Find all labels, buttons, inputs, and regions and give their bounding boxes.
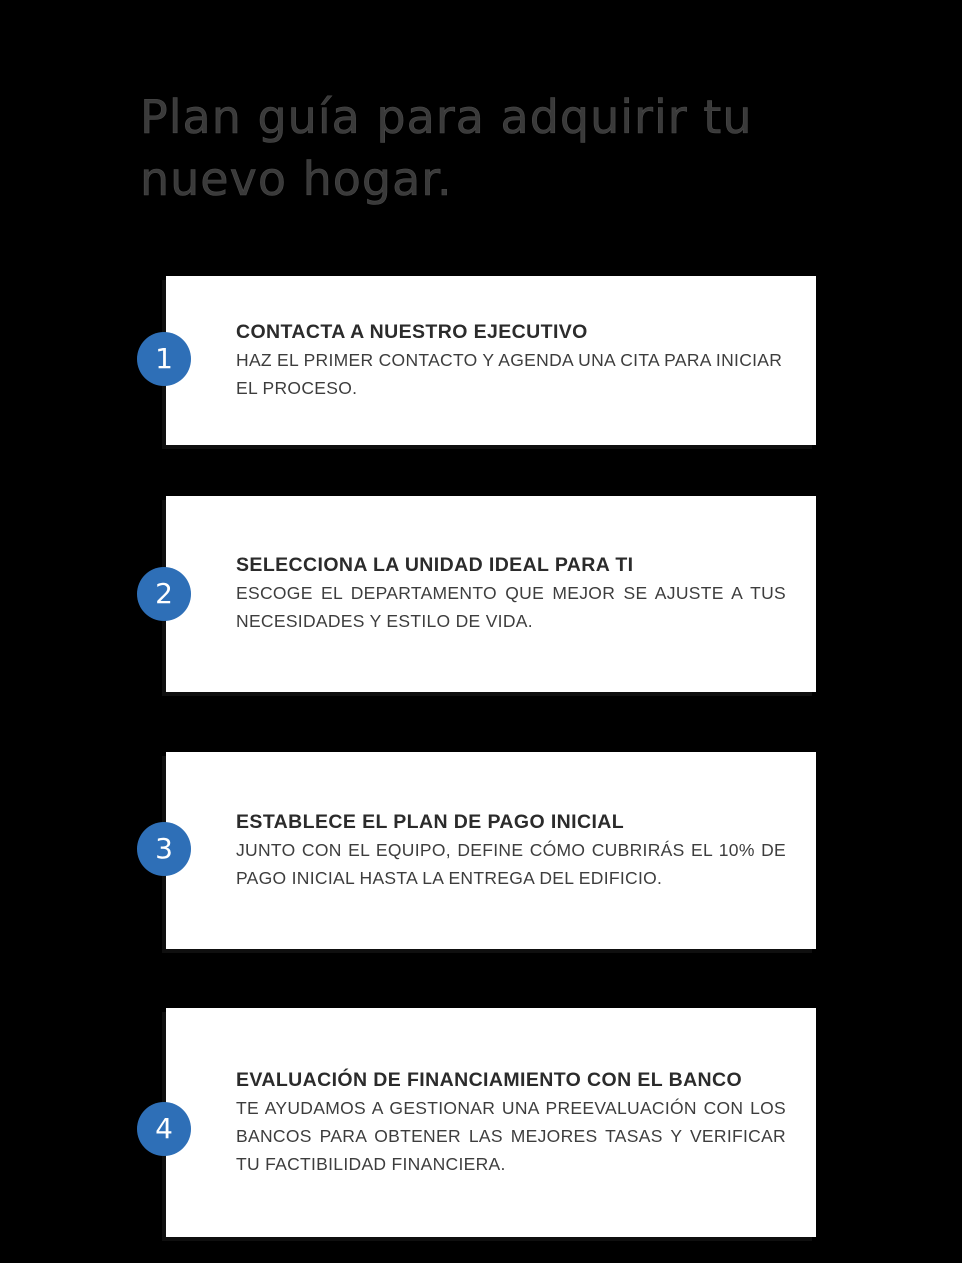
step-card-4 xyxy=(166,1008,816,1237)
page-title xyxy=(140,86,860,210)
step-1-title: CONTACTA A NUESTRO EJECUTIVO xyxy=(236,320,588,343)
step-card-3-content xyxy=(166,752,816,949)
step-card-2-content xyxy=(166,496,816,692)
step-card-1-content xyxy=(166,276,816,445)
step-2-title: SELECCIONA LA UNIDAD IDEAL PARA TI xyxy=(236,554,634,576)
step-3-number-badge: 3 xyxy=(137,822,191,876)
step-1-description: HAZ EL PRIMER CONTACTO Y AGENDA UNA CITA PARA INICIAR EL PROCESO. xyxy=(236,349,783,398)
step-2-description: ESCOGE EL DEPARTAMENTO QUE MEJOR SE AJUSTE A TUS NECESIDADES Y ESTILO DE VIDA. xyxy=(236,583,786,631)
step-2-number-badge: 2 xyxy=(137,567,191,621)
step-3-description: JUNTO CON EL EQUIPO, DEFINE CÓMO CUBRIRÁS EL 10% DE PAGO INICIAL HASTA LA ENTREGA DEL EDIFICIO. xyxy=(236,839,786,888)
step-card-4-content xyxy=(166,1008,816,1237)
step-4-number-badge: 4 xyxy=(137,1102,191,1156)
page-title-line-2: nuevo hogar. xyxy=(140,152,453,206)
step-4-description: TE AYUDAMOS A GESTIONAR UNA PREEVALUACIÓN CON LOS BANCOS PARA OBTENER LAS MEJORES TASAS Y VERIFICAR TU FACTIBILIDAD FINANCIERA. xyxy=(236,1097,786,1174)
step-card-3 xyxy=(166,752,816,949)
step-1-number-badge: 1 xyxy=(137,332,191,386)
step-card-2 xyxy=(166,496,816,692)
step-3-title: ESTABLECE EL PLAN DE PAGO INICIAL xyxy=(236,810,625,833)
step-4-title: EVALUACIÓN DE FINANCIAMIENTO CON EL BANCO xyxy=(236,1068,743,1091)
step-card-1 xyxy=(166,276,816,445)
page-title-line-1: Plan guía para adquirir tu xyxy=(140,90,753,144)
